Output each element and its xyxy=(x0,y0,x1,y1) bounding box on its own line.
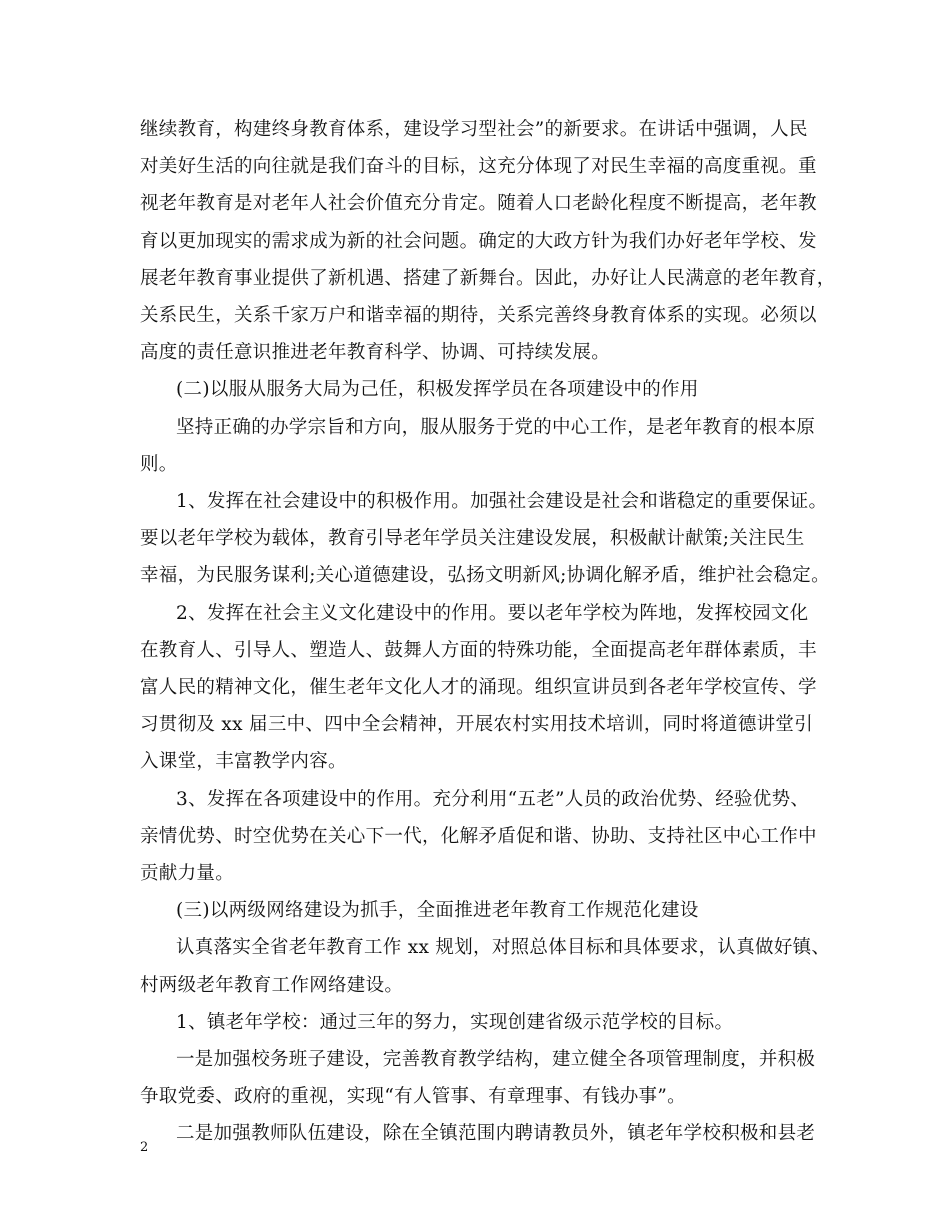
text-line: 继续教育，构建终身教育体系，建设学习型社会”的新要求。在讲话中强调，人民 xyxy=(140,119,808,140)
text-line: 贡献力量。 xyxy=(140,863,235,884)
text-line: 高度的责任意识推进老年教育科学、协调、可持续发展。 xyxy=(140,342,611,363)
text-line: 3、发挥在各项建设中的作用。充分利用“五老”人员的政治优势、经验优势、 xyxy=(176,789,810,810)
text-line: 亲情优势、时空优势在关心下一代，化解矛盾促和谐、协助、支持社区中心工作中 xyxy=(140,826,817,847)
text-line: 1、镇老年学校：通过三年的努力，实现创建省级示范学校的目标。 xyxy=(176,1012,734,1033)
text-line: 2、发挥在社会主义文化建设中的作用。要以老年学校为阵地，发挥校园文化 xyxy=(176,603,809,624)
text-line: 幸福，为民服务谋利;关心道德建设，弘扬文明新风;协调化解矛盾，维护社会稳定。 xyxy=(140,565,830,586)
text-line: (二)以服从服务大局为己任，积极发挥学员在各项建设中的作用 xyxy=(176,379,699,400)
text-line: 视老年教育是对老年人社会价值充分肯定。随着人口老龄化程度不断提高，老年教 xyxy=(140,193,817,214)
text-line: 育以更加现实的需求成为新的社会问题。确定的大政方针为我们办好老年学校、发 xyxy=(140,231,817,252)
text-line: 要以老年学校为载体，教育引导老年学员关注建设发展，积极献计献策;关注民生 xyxy=(140,528,805,549)
text-line: 关系民生，关系千家万户和谐幸福的期待，关系完善终身教育体系的实现。必须以 xyxy=(140,305,817,326)
page-number: 2 xyxy=(140,1140,149,1155)
text-line: (三)以两级网络建设为抓手，全面推进老年教育工作规范化建设 xyxy=(176,900,699,921)
text-line: 则。 xyxy=(140,454,178,475)
text-line: 富人民的精神文化，催生老年文化人才的涌现。组织宣讲员到各老年学校宣传、学 xyxy=(140,677,817,698)
text-line: 二是加强教师队伍建设，除在全镇范围内聘请教员外，镇老年学校积极和县老 xyxy=(176,1123,816,1144)
text-line: 入课堂，丰富教学内容。 xyxy=(140,751,347,772)
text-line: 村两级老年教育工作网络建设。 xyxy=(140,975,404,996)
text-line: 认真落实全省老年教育工作 xx 规划，对照总体目标和具体要求，认真做好镇、 xyxy=(176,937,831,958)
text-line: 展老年教育事业提供了新机遇、搭建了新舞台。因此，办好让人民满意的老年教育， xyxy=(140,268,836,289)
text-line: 一是加强校务班子建设，完善教育教学结构，建立健全各项管理制度，并积极 xyxy=(176,1049,816,1070)
text-line: 在教育人、引导人、塑造人、鼓舞人方面的特殊功能，全面提高老年群体素质，丰 xyxy=(140,640,817,661)
text-line: 习贯彻及 xx 届三中、四中全会精神，开展农村实用技术培训，同时将道德讲堂引 xyxy=(140,714,814,735)
text-line: 坚持正确的办学宗旨和方向，服从服务于党的中心工作，是老年教育的根本原 xyxy=(176,417,816,438)
text-line: 1、发挥在社会建设中的积极作用。加强社会建设是社会和谐稳定的重要保证。 xyxy=(176,491,828,512)
text-line: 对美好生活的向往就是我们奋斗的目标，这充分体现了对民生幸福的高度重视。重 xyxy=(140,156,817,177)
text-line: 争取党委、政府的重视，实现“有人管事、有章理事、有钱办事”。 xyxy=(140,1086,686,1107)
